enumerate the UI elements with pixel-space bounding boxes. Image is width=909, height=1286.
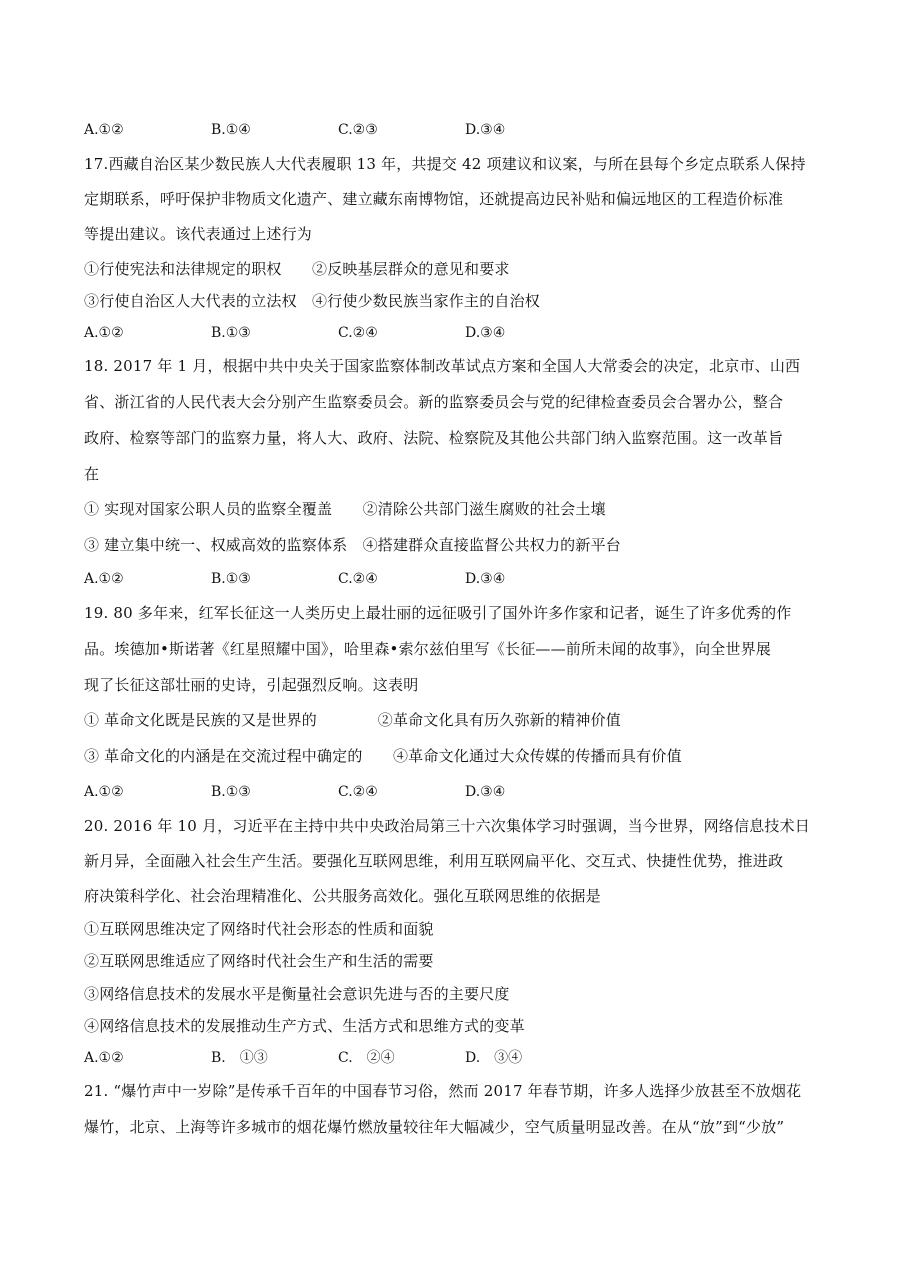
q18-stem-line: 政府、检察等部门的监察力量，将人大、政府、法院、检察院及其他公共部门纳入监察范围。这一改革旨 [84, 429, 784, 447]
q20-option-b: B. ①③ [211, 1050, 268, 1066]
q20-item-line: ④网络信息技术的发展推动生产方式、生活方式和思维方式的变革 [84, 1017, 525, 1035]
q17-stem-line: 等提出建议。该代表通过上述行为 [84, 225, 313, 243]
q19-option-c: C.②④ [338, 784, 378, 800]
q17-stem-line: 17.西藏自治区某少数民族人大代表履职 13 年，共提交 42 项建议和议案，与所在县每个乡定点联系人保持 [84, 155, 806, 173]
q19-item-line: ③ 革命文化的内涵是在交流过程中确定的 ④革命文化通过大众传媒的传播而具有价值 [84, 747, 682, 765]
q18-stem-line: 省、浙江省的人民代表大会分别产生监察委员会。新的监察委员会与党的纪律检查委员会合署办公，整合 [84, 393, 784, 411]
q20-stem-line: 新月异，全面融入社会生产生活。要强化互联网思维，利用互联网扁平化、交互式、快捷性优势，推进政 [84, 852, 784, 870]
q19-stem-line: 19. 80 多年来，红军长征这一人类历史上最壮丽的远征吸引了国外许多作家和记者，诞生了许多优秀的作 [84, 604, 792, 622]
q17-option-d: D.③④ [465, 325, 506, 341]
q20-item-line: ②互联网思维适应了网络时代社会生产和生活的需要 [84, 952, 434, 970]
q17-option-a: A.①② [84, 325, 124, 341]
q18-item-line: ③ 建立集中统一、权威高效的监察体系 ④搭建群众直接监督公共权力的新平台 [84, 536, 621, 554]
q17-item-line: ③行使自治区人大代表的立法权 ④行使少数民族当家作主的自治权 [84, 292, 541, 310]
q19-stem-line: 现了长征这部壮丽的史诗，引起强烈反响。这表明 [84, 676, 419, 694]
q19-option-a: A.①② [84, 784, 124, 800]
q17-item-line: ①行使宪法和法律规定的职权 ②反映基层群众的意见和要求 [84, 260, 510, 278]
q20-stem-line: 府决策科学化、社会治理精准化、公共服务高效化。强化互联网思维的依据是 [84, 887, 601, 905]
q18-stem-line: 18. 2017 年 1 月，根据中共中央关于国家监察体制改革试点方案和全国人大常委会的决定，北京市、山西 [84, 357, 801, 375]
q20-option-d: D. ③④ [465, 1050, 523, 1066]
q17-option-c: C.②④ [338, 325, 378, 341]
q19-item-line: ① 革命文化既是民族的又是世界的 ②革命文化具有历久弥新的精神价值 [84, 711, 621, 729]
q16-option-d: D.③④ [465, 122, 506, 138]
q16-option-c: C.②③ [338, 122, 378, 138]
q21-stem-line: 爆竹，北京、上海等许多城市的烟花爆竹燃放量较往年大幅减少，空气质量明显改善。在从“放”到“少放” [84, 1118, 785, 1136]
q18-stem-line: 在 [84, 465, 100, 483]
q21-stem-line: 21. “爆竹声中一岁除”是传承千百年的中国春节习俗，然而 2017 年春节期，许多人选择少放甚至不放烟花 [84, 1082, 802, 1100]
q20-option-c: C. ②④ [338, 1050, 395, 1066]
q20-stem-line: 20. 2016 年 10 月，习近平在主持中共中央政治局第三十六次集体学习时强调，当今世界，网络信息技术日 [84, 817, 810, 835]
q19-option-b: B.①③ [211, 784, 251, 800]
q20-item-line: ①互联网思维决定了网络时代社会形态的性质和面貌 [84, 920, 434, 938]
q18-option-b: B.①③ [211, 571, 251, 587]
q18-item-line: ① 实现对国家公职人员的监察全覆盖 ②清除公共部门滋生腐败的社会土壤 [84, 500, 606, 518]
q18-option-d: D.③④ [465, 571, 506, 587]
q17-option-b: B.①③ [211, 325, 251, 341]
q20-item-line: ③网络信息技术的发展水平是衡量社会意识先进与否的主要尺度 [84, 985, 510, 1003]
q17-stem-line: 定期联系，呼吁保护非物质文化遗产、建立藏东南博物馆，还就提高边民补贴和偏远地区的工程造价标准 [84, 190, 784, 208]
q18-option-c: C.②④ [338, 571, 378, 587]
q16-option-a: A.①② [84, 122, 124, 138]
q16-option-b: B.①④ [211, 122, 251, 138]
q18-option-a: A.①② [84, 571, 124, 587]
q19-option-d: D.③④ [465, 784, 506, 800]
q20-option-a: A.①② [84, 1050, 124, 1066]
q19-stem-line: 品。埃德加•斯诺著《红星照耀中国》，哈里森•索尔兹伯里写《长征——前所未闻的故事》，向全世界展 [84, 640, 772, 658]
